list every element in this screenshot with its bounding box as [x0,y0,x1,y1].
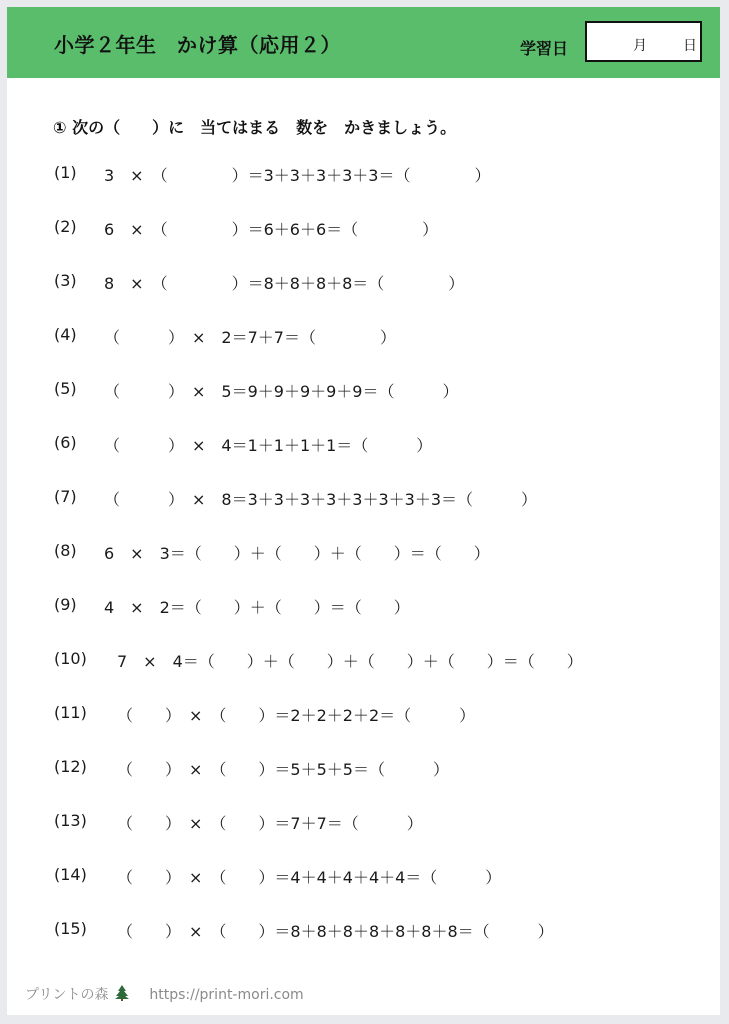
question-expression: （ ） × （ ）＝8＋8＋8＋8＋8＋8＋8＝（ ） [117,922,554,941]
study-date-box[interactable] [585,21,702,62]
question-expression: （ ） × 4＝1＋1＋1＋1＝（ ） [104,436,433,455]
question-expression: （ ） × （ ）＝5＋5＋5＝（ ） [117,760,449,779]
question-row [7,163,720,187]
question-expression: （ ） × 8＝3＋3＋3＋3＋3＋3＋3＋3＝（ ） [104,490,538,509]
question-expression: 3 × （ ）＝3＋3＋3＋3＋3＝（ ） [104,166,491,185]
question-expression: （ ） × （ ）＝2＋2＋2＋2＝（ ） [117,706,476,725]
question-expression: （ ） × （ ）＝7＋7＝（ ） [117,814,423,833]
question-number: (6) [54,433,77,452]
question-expression: 4 × 2＝（ ）＋（ ）＝（ ） [104,598,410,617]
question-number: (11) [54,703,87,722]
instruction-text: ① 次の（ ）に 当てはまる 数を かきましょう。 [53,118,457,137]
question-expression: （ ） × （ ）＝4＋4＋4＋4＋4＝（ ） [117,868,502,887]
header-bar [7,7,720,78]
question-row [7,919,720,943]
question-number: (5) [54,379,77,398]
question-number: (3) [54,271,77,290]
brand-name: プリントの森 [25,987,109,1003]
day-label: 日 [683,38,697,54]
page-title: 小学２年生 かけ算（応用２） [54,33,341,57]
tree-icon [115,985,129,1005]
question-number: (14) [54,865,87,884]
question-row [7,325,720,349]
question-row [7,757,720,781]
question-row [7,865,720,889]
question-row [7,487,720,511]
month-label: 月 [633,38,647,54]
question-number: (13) [54,811,87,830]
question-number: (1) [54,163,77,182]
question-expression: 6 × （ ）＝6＋6＋6＝（ ） [104,220,439,239]
question-expression: 7 × 4＝（ ）＋（ ）＋（ ）＋（ ）＝（ ） [117,652,583,671]
question-row [7,811,720,835]
site-url-link[interactable]: https://print-mori.com [149,987,304,1003]
question-row [7,595,720,619]
question-row [7,703,720,727]
question-number: (4) [54,325,77,344]
question-row [7,649,720,673]
question-number: (15) [54,919,87,938]
question-row [7,271,720,295]
question-row [7,541,720,565]
footer [25,984,304,1005]
question-row [7,433,720,457]
worksheet-page [7,7,720,1015]
question-number: (10) [54,649,87,668]
question-expression: （ ） × 2＝7＋7＝（ ） [104,328,396,347]
question-number: (7) [54,487,77,506]
question-expression: 6 × 3＝（ ）＋（ ）＋（ ）＝（ ） [104,544,490,563]
question-number: (8) [54,541,77,560]
study-date-label: 学習日 [520,39,569,58]
question-number: (9) [54,595,77,614]
question-number: (2) [54,217,77,236]
question-row [7,217,720,241]
question-row [7,379,720,403]
question-expression: 8 × （ ）＝8＋8＋8＋8＝（ ） [104,274,465,293]
question-number: (12) [54,757,87,776]
question-expression: （ ） × 5＝9＋9＋9＋9＋9＝（ ） [104,382,459,401]
